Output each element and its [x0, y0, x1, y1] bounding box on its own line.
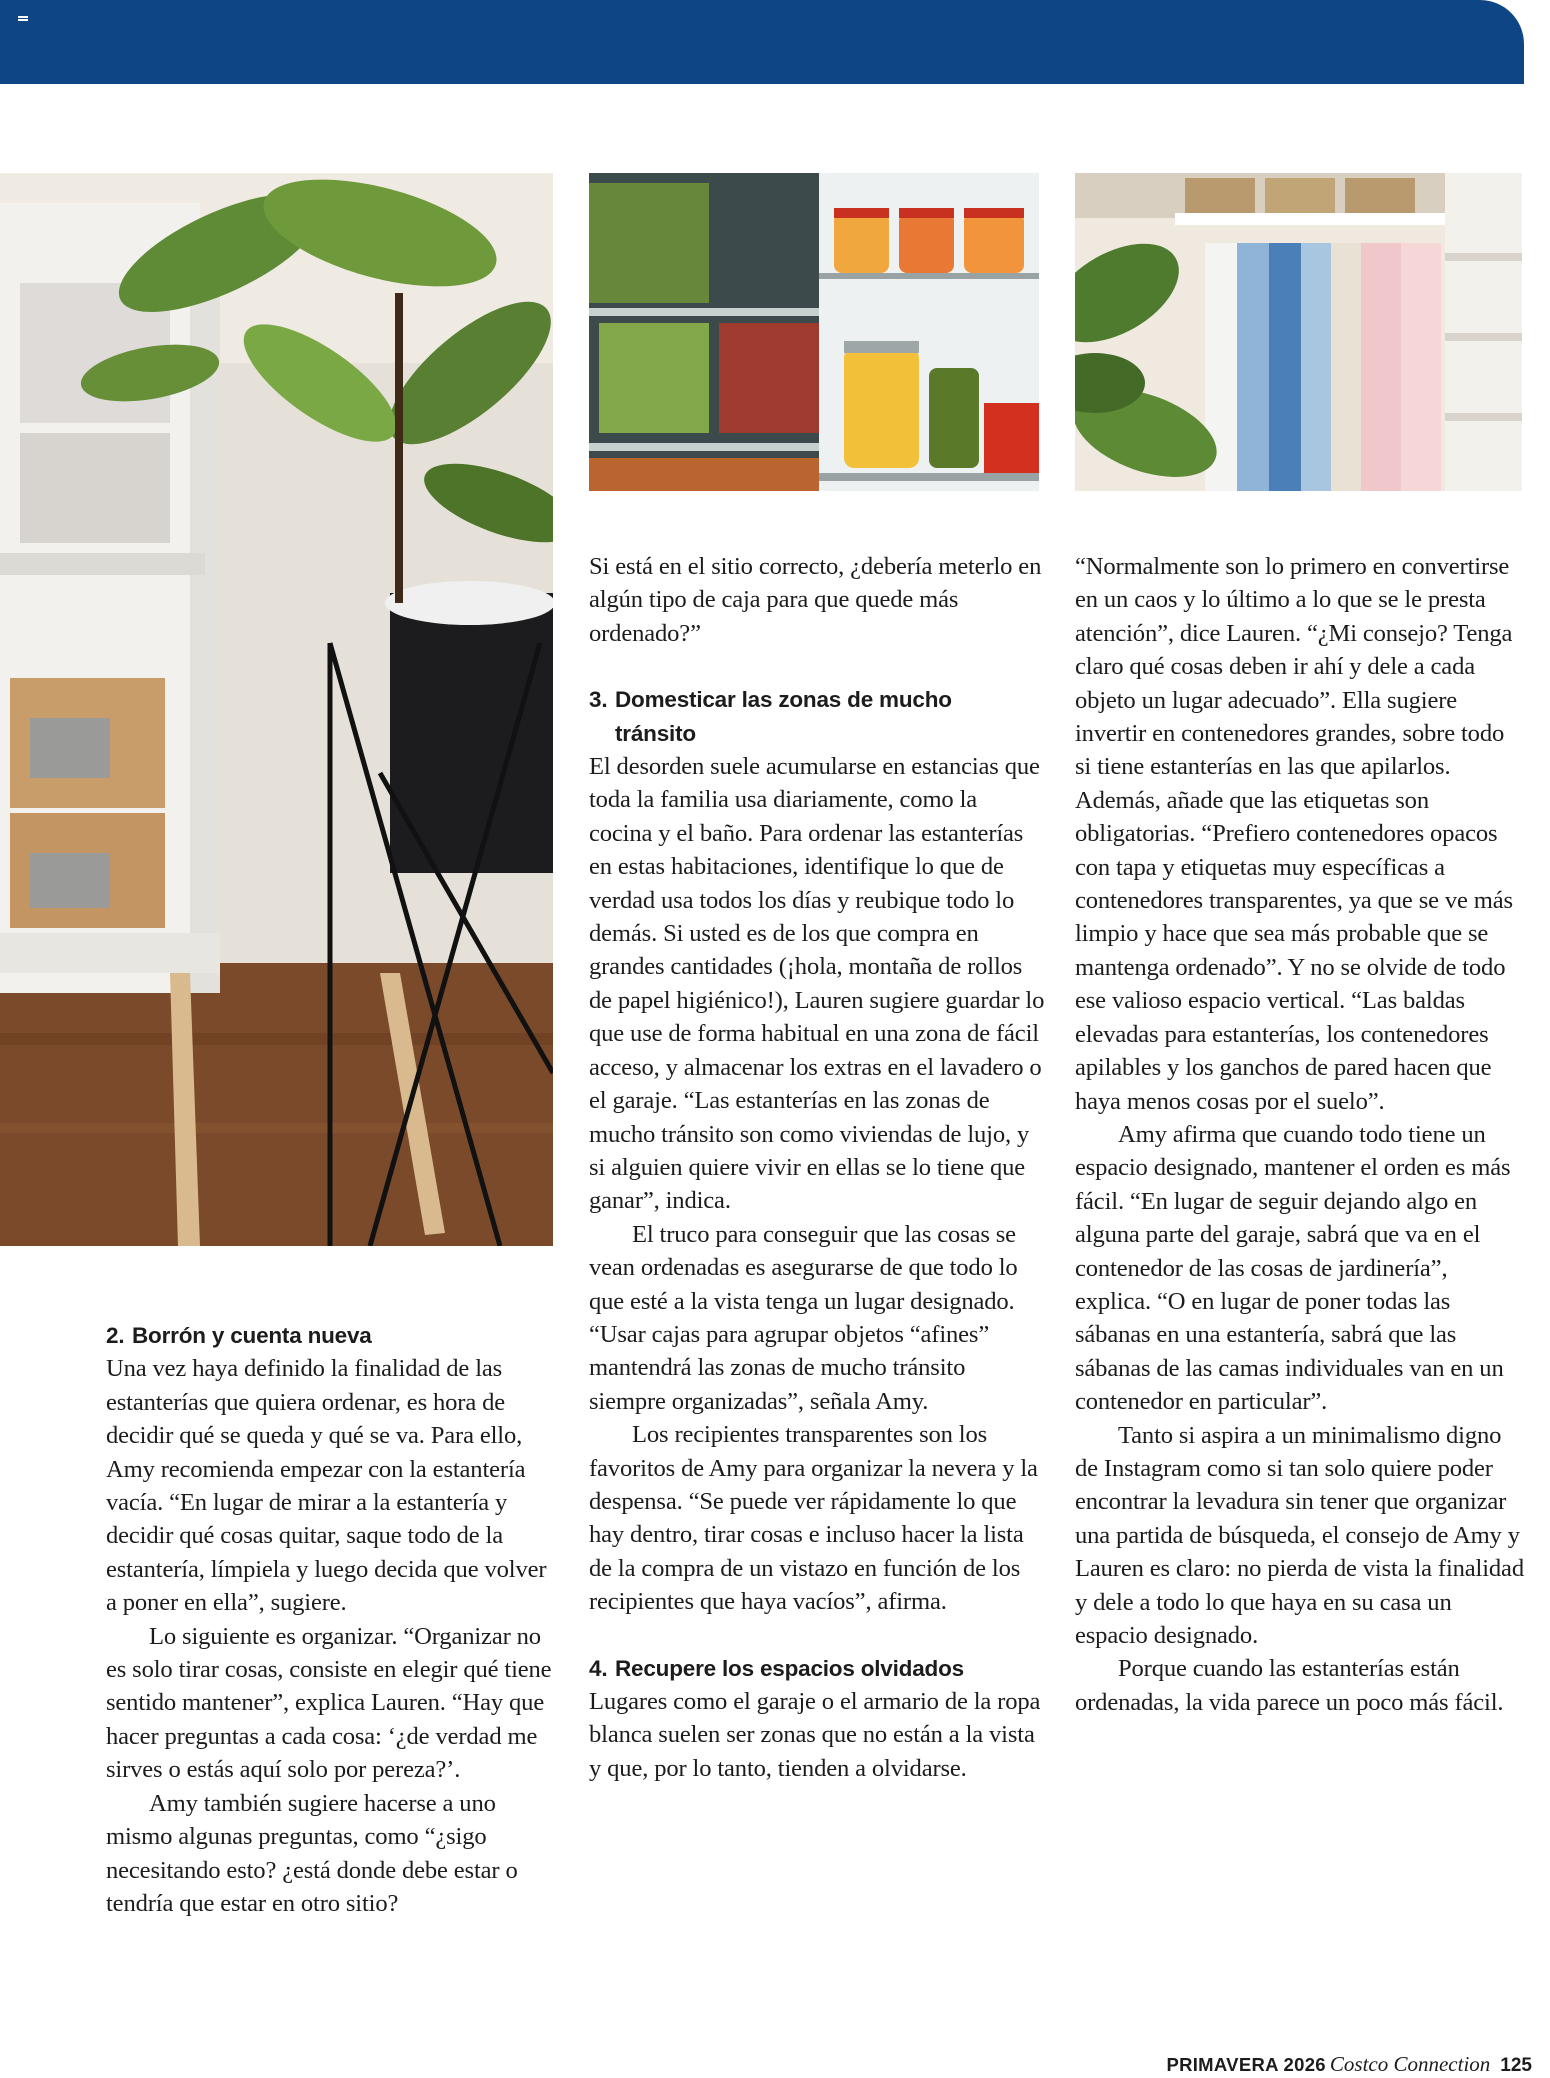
body-paragraph: Amy también sugiere hacerse a uno mismo algunas preguntas, como “¿sigo necesitando esto? ¿está donde debe estar o tendría que estar en otro sitio?	[106, 1789, 518, 1917]
heading-text: Domesticar las zonas de mucho	[615, 687, 952, 713]
body-paragraph: El desorden suele acumularse en estancias que toda la familia usa diariamente, como la cocina y el baño. Para ordenar las estanterías en estas habitaciones, identifique lo que de verdad usa todos los días y reubique todo lo demás. Si usted es de los que compra en grandes cantidades (¡hola, montaña de rollos de papel higiénico!), Lauren sugiere guardar lo que use de forma habitual en una zona de fácil acceso, y almacenar los extras en el lavadero o el garaje. “Las estanterías en las zonas de mucho tránsito son como viviendas de lujo, y si alguien quiere vivir en ellas se lo tiene que ganar”, indica.	[589, 753, 1045, 1215]
fridge-jars-photo-icon	[589, 173, 1039, 491]
heading-number: 3.	[589, 687, 608, 713]
closet-clothes-photo-icon	[1075, 173, 1522, 491]
shelf-plant-photo-icon	[0, 173, 553, 1246]
body-paragraph: Amy afirma que cuando todo tiene un espacio designado, mantener el orden es más fácil. “En lugar de seguir dejando algo en alguna parte del garaje, sabrá que va en el contenedor de las cosas de jardinería”, explica. “O en lugar de poner todas las sábanas en una estantería, sabrá que las sábanas de las camas individuales van en un contenedor en particular”.	[1075, 1120, 1511, 1416]
section-heading-2	[106, 1319, 562, 1352]
section-heading-4	[589, 1652, 1045, 1685]
heading-text: Recupere los espacios olvidados	[615, 1655, 964, 1681]
body-paragraph: Lo siguiente es organizar. “Organizar no es solo tirar cosas, consiste en elegir qué tiene sentido mantener”, explica Lauren. “Hay que hacer preguntas a cada cosa: ‘¿de verdad me sirves o estás aquí solo por pereza?’.	[106, 1622, 552, 1784]
heading-text: Borrón y cuenta nueva	[132, 1323, 372, 1348]
menu-icon[interactable]	[18, 16, 28, 23]
heading-number: 2.	[106, 1323, 125, 1348]
heading-number: 4.	[589, 1655, 608, 1681]
body-paragraph: Una vez haya definido la finalidad de las estanterías que quiera ordenar, es hora de decidir qué se queda y qué se va. Para ello, Amy recomienda empezar con la estantería vacía. “En lugar de mirar a la estantería y decidir qué cosas quitar, saque todo de la estantería, límpiela y luego decida que volver a poner en ella”, sugiere.	[106, 1355, 547, 1617]
issue-season: PRIMAVERA 2026	[1166, 2054, 1326, 2075]
article-column-3	[1075, 550, 1525, 1719]
body-paragraph: El truco para conseguir que las cosas se vean ordenadas es asegurarse de que todo lo que esté a la vista tenga un lugar designado. “Usar cajas para agrupar objetos “afines” mantendrá las zonas de mucho tránsito siempre organizadas”, señala Amy.	[589, 1220, 1018, 1415]
body-paragraph: Si está en el sitio correcto, ¿debería meterlo en algún tipo de caja para que quede más ordenado?”	[589, 553, 1042, 647]
heading-text-continued: tránsito	[615, 720, 696, 746]
article-column-1	[106, 1319, 562, 1920]
body-paragraph: Lugares como el garaje o el armario de la ropa blanca suelen ser zonas que no están a la vista y que, por lo tanto, tienden a olvidarse.	[589, 1688, 1041, 1782]
body-paragraph: Los recipientes transparentes son los favoritos de Amy para organizar la nevera y la despensa. “Se puede ver rápidamente lo que hay dentro, tirar cosas e incluso hacer la lista de la compra de un vistazo en función de los recipientes que haya vacíos”, afirma.	[589, 1421, 1038, 1616]
article-column-2	[589, 550, 1045, 1785]
body-paragraph: “Normalmente son lo primero en convertirse en un caos y lo último a lo que se le presta atención”, dice Lauren. “¿Mi consejo? Tenga claro qué cosas deben ir ahí y dele a cada objeto un lugar adecuado”. Ella sugiere invertir en contenedores grandes, sobre todo si tiene estanterías en las que apilarlos. Además, añade que las etiquetas son obligatorias. “Prefiero contenedores opacos con tapa y etiquetas muy específicas a contenedores transparentes, ya que se ve más limpio y hace que sea más probable que se mantenga ordenado”. Y no se olvide de todo ese valioso espacio vertical. “Las baldas elevadas para estanterías, los contenedores apilables y los ganchos de pared hacen que haya menos cosas por el suelo”.	[1075, 553, 1513, 1115]
magazine-name: Costco Connection	[1329, 2052, 1491, 2076]
body-paragraph: Porque cuando las estanterías están ordenadas, la vida parece un poco más fácil.	[1075, 1655, 1504, 1716]
top-bar	[0, 0, 1524, 84]
section-heading-3	[589, 683, 1045, 750]
page-footer	[1166, 2052, 1532, 2078]
page-number: 125	[1500, 2055, 1532, 2076]
body-paragraph: Tanto si aspira a un minimalismo digno de Instagram como si tan solo quiere poder encontrar la levadura sin tener que organizar una partida de búsqueda, el consejo de Amy y Lauren es claro: no pierda de vista la finalidad y dele a todo lo que haya en su casa un espacio designado.	[1075, 1421, 1524, 1649]
